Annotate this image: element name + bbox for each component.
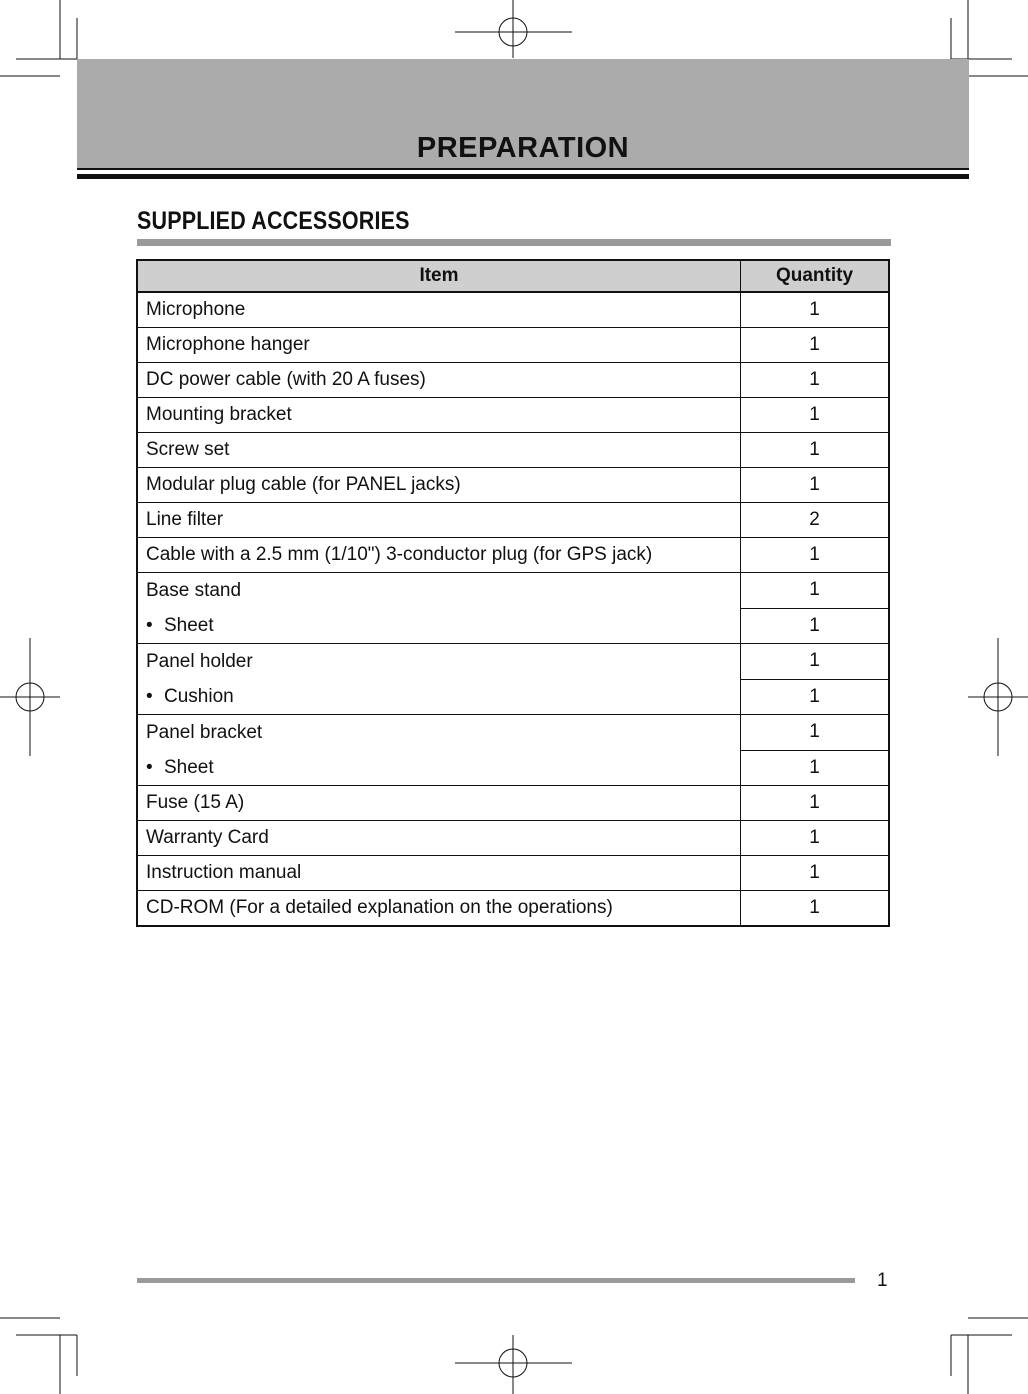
quantity-cell: 1: [741, 538, 890, 573]
table-row: [137, 573, 889, 609]
table-row: [137, 821, 889, 856]
bullet: •: [146, 615, 153, 636]
table-row: [137, 644, 889, 680]
item-cell: Fuse (15 A): [137, 786, 741, 821]
quantity-cell: 1: [741, 750, 890, 786]
table-row: [137, 433, 889, 468]
sub-item-label: Sheet: [164, 615, 214, 636]
quantity-cell: 1: [741, 891, 890, 927]
quantity-cell: 1: [741, 398, 890, 433]
quantity-cell: 2: [741, 503, 890, 538]
header-rule-thick: [77, 174, 969, 179]
section-title: SUPPLIED ACCESSORIES: [137, 207, 410, 235]
table-row: [137, 468, 889, 503]
quantity-cell: 1: [741, 363, 890, 398]
quantity-cell: 1: [741, 679, 890, 715]
item-group-cell: [137, 573, 741, 644]
quantity-cell: 1: [741, 433, 890, 468]
quantity-cell: 1: [741, 608, 890, 644]
table-header-row: [137, 260, 889, 292]
table-row: [137, 856, 889, 891]
table-row: [137, 538, 889, 573]
page-title: PREPARATION: [416, 132, 630, 164]
item-cell: Modular plug cable (for PANEL jacks): [137, 468, 741, 503]
item-cell: Microphone hanger: [137, 328, 741, 363]
quantity-cell: 1: [741, 328, 890, 363]
sub-item-label: Cushion: [164, 686, 234, 707]
footer-rule: [137, 1278, 855, 1283]
quantity-cell: 1: [741, 468, 890, 503]
column-header-quantity: Quantity: [741, 260, 890, 292]
page-number: 1: [877, 1270, 888, 1291]
table-row: [137, 786, 889, 821]
item-cell: Screw set: [137, 433, 741, 468]
item-cell: Line filter: [137, 503, 741, 538]
table-row: [137, 398, 889, 433]
accessories-table: [136, 259, 890, 927]
quantity-cell: 1: [741, 292, 890, 328]
item-cell: Microphone: [137, 292, 741, 328]
group-item-label: Panel bracket: [146, 722, 263, 743]
item-group-cell: [137, 644, 741, 715]
table-row: [137, 503, 889, 538]
sub-item-label: Sheet: [164, 757, 214, 778]
bullet: •: [146, 757, 153, 778]
item-cell: CD-ROM (For a detailed explanation on the operations): [137, 891, 741, 927]
quantity-cell: 1: [741, 821, 890, 856]
item-cell: Mounting bracket: [137, 398, 741, 433]
table-row: [137, 891, 889, 927]
table-row: [137, 328, 889, 363]
group-sub-item: [138, 608, 740, 643]
column-header-item: Item: [137, 260, 741, 292]
table-row: [137, 292, 889, 328]
group-sub-item: [138, 679, 740, 714]
quantity-cell: 1: [741, 715, 890, 751]
item-cell: Cable with a 2.5 mm (1/10") 3-conductor plug (for GPS jack): [137, 538, 741, 573]
section-rule: [137, 239, 891, 246]
item-cell: Warranty Card: [137, 821, 741, 856]
quantity-cell: 1: [741, 786, 890, 821]
group-item-label: Panel holder: [146, 651, 253, 672]
group-sub-item: [138, 750, 740, 785]
quantity-cell: 1: [741, 856, 890, 891]
header-rule-thin: [77, 168, 969, 170]
table-row: [137, 715, 889, 751]
item-group-cell: [137, 715, 741, 786]
item-cell: DC power cable (with 20 A fuses): [137, 363, 741, 398]
quantity-cell: 1: [741, 644, 890, 680]
quantity-cell: 1: [741, 573, 890, 609]
item-cell: Instruction manual: [137, 856, 741, 891]
bullet: •: [146, 686, 153, 707]
table-row: [137, 363, 889, 398]
group-item-label: Base stand: [146, 580, 242, 601]
